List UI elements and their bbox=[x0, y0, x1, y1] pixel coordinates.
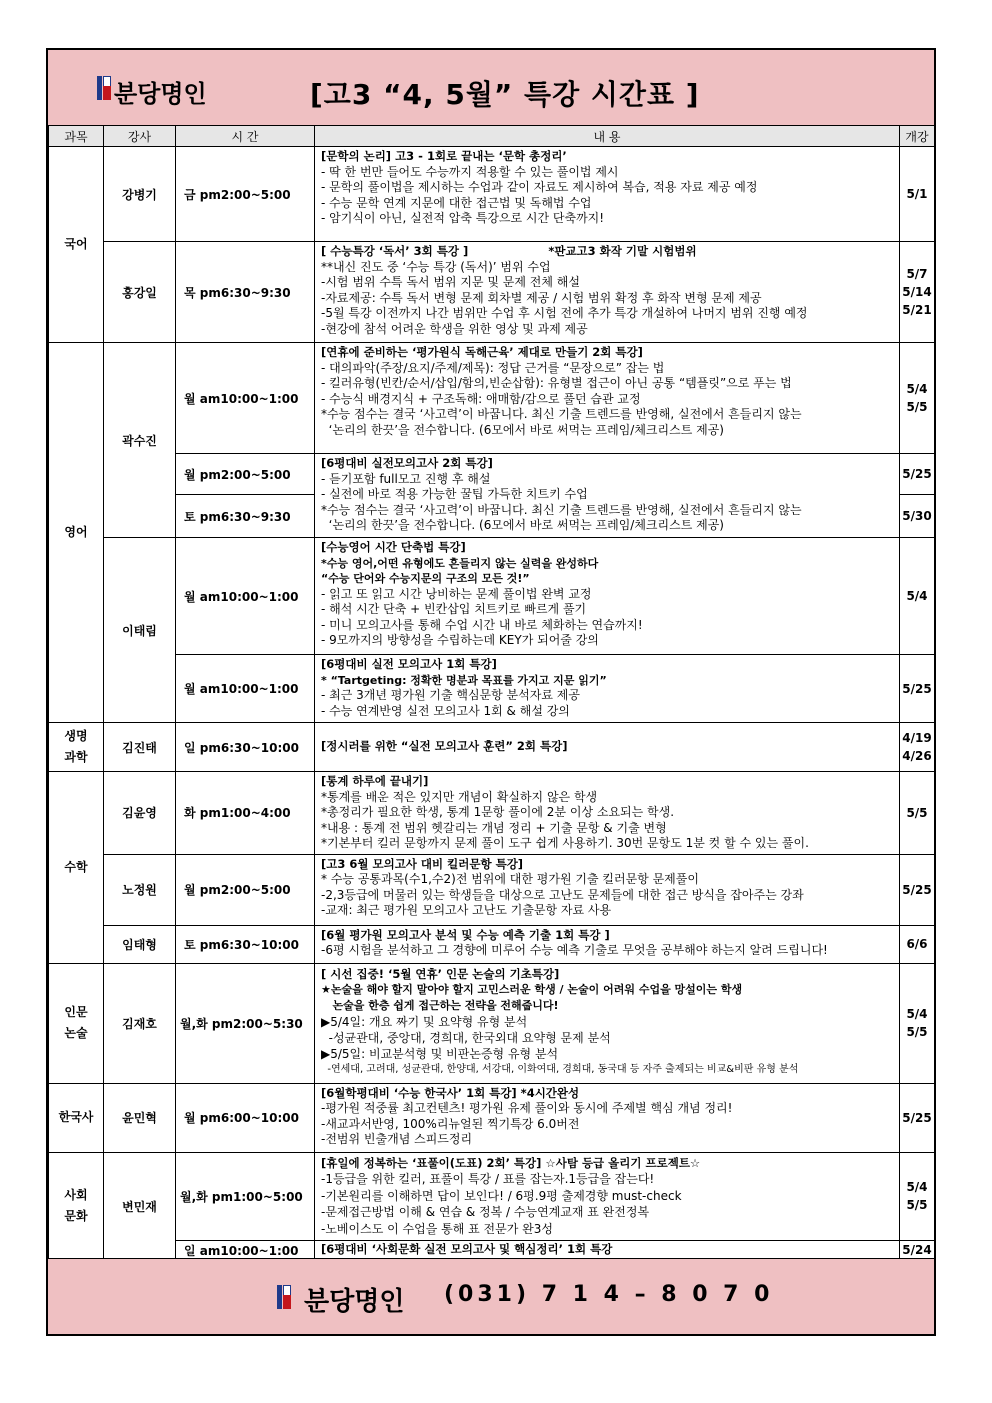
start-date: 5/24 bbox=[900, 1240, 935, 1260]
class-time: 월 pm6:00~10:00 bbox=[176, 1083, 315, 1152]
class-time: 금 pm2:00~5:00 bbox=[176, 147, 315, 242]
course-content: [통계 하루에 끝내기] *통계를 배운 적은 있지만 개념이 확실하지 않은 학생 *총정리가 필요한 학생, 통계 1문항 풀이에 2분 이상 소요되는 학생. *내용 : 통계 전 범위 헷갈리는 개념 정리 + 기출 문항 & 기출 변형 *기본부터 킬러 문항까지 문제 풀이 도구 쉽게 사용하기. 30번 문항도 1분 컷 할 수 있는 풀이. bbox=[315, 772, 900, 855]
subject-korean-history: 한국사 bbox=[49, 1083, 104, 1152]
class-time: 월 am10:00~1:00 bbox=[176, 655, 315, 723]
teacher-name: 강병기 bbox=[104, 147, 176, 242]
class-time: 월 pm2:00~5:00 bbox=[176, 454, 315, 495]
course-content: [6평대비 ‘사회문화 실전 모의고사 및 핵심정리’ 1회 특강 bbox=[315, 1240, 900, 1260]
column-header-time: 시 간 bbox=[176, 126, 315, 147]
header-brand: 분당명인 bbox=[114, 80, 207, 108]
course-content: [휴일에 정복하는 ‘표풀이(도표) 2회’ 특강] ☆사탐 등급 올리기 프로젝트☆ -1등급을 위한 킬러, 표풀이 특강 / 표를 잡는자.1등급을 잡는다! -기본원리를 이해하면 답이 보인다! / 6평.9평 출제경향 must-check -문제접근방법 이해 & 연습 & 정복 / 수능연계교재 표 완전정복 -노베이스도 이 수업을 통해 표 전문가 완3성 bbox=[315, 1152, 900, 1240]
start-date: 5/25 bbox=[900, 655, 935, 723]
class-time: 월 am10:00~1:00 bbox=[176, 538, 315, 655]
start-date: 5/25 bbox=[900, 854, 935, 925]
teacher-name: 김재호 bbox=[104, 963, 176, 1083]
subject-essay: 인문 논술 bbox=[49, 963, 104, 1083]
subject-math: 수학 bbox=[49, 772, 104, 964]
subject-english: 영어 bbox=[49, 343, 104, 723]
start-date: 5/4 5/5 bbox=[900, 1152, 935, 1240]
course-content: [고3 6월 모의고사 대비 킬러문항 특강] * 수능 공통과목(수1,수2)전 범위에 대한 평가원 기출 킬러문항 문제풀이 -2,3등급에 머물러 있는 학생들을 대상으로 고난도 문제들에 대한 접근 방식을 잡아주는 강좌 -교재: 최근 평가원 모의고사 고난도 기출문항 자료 사용 bbox=[315, 854, 900, 925]
class-time: 토 pm6:30~10:00 bbox=[176, 925, 315, 963]
subject-biology: 생명 과학 bbox=[49, 723, 104, 772]
start-date: 5/30 bbox=[900, 495, 935, 538]
course-content: [ 시선 집중! ‘5월 연휴’ 인문 논술의 기초특강] ★논술을 해야 할지 말아야 할지 고민스러운 학생 / 논술이 어려워 수업을 망설이는 학생 논술을 한층 쉽게 접근하는 전략을 전해줍니다! ▶5/4일: 개요 짜기 및 요약형 유형 분석 -성균관대, 중앙대, 경희대, 한국외대 요약형 문제 분석 ▶5/5일: 비교분석형 및 비판논증형 유형 분석 -연세대, 고려대, 성균관대, 한양대, 서강대, 이화여대, 경희대, 동국대 등 자주 출제되는 비교&비판 유형 분석 bbox=[315, 963, 900, 1083]
teacher-name: 곽수진 bbox=[104, 343, 176, 538]
course-content: [정시러를 위한 “실전 모의고사 훈련” 2회 특강] bbox=[315, 723, 900, 772]
timetable-frame bbox=[46, 48, 936, 1336]
start-date: 5/25 bbox=[900, 454, 935, 495]
class-time: 목 pm6:30~9:30 bbox=[176, 242, 315, 343]
teacher-name: 이태림 bbox=[104, 538, 176, 723]
teacher-name: 노정원 bbox=[104, 854, 176, 925]
class-time: 화 pm1:00~4:00 bbox=[176, 772, 315, 855]
logo-icon bbox=[277, 1285, 291, 1309]
start-date: 5/7 5/14 5/21 bbox=[900, 242, 935, 343]
column-header-teacher: 강사 bbox=[104, 126, 176, 147]
start-date: 4/19 4/26 bbox=[900, 723, 935, 772]
phone-number: (031) 7 1 4 – 8 0 7 0 bbox=[444, 1282, 774, 1307]
start-date: 5/5 bbox=[900, 772, 935, 855]
column-header-subject: 과목 bbox=[49, 126, 104, 147]
schedule-table bbox=[48, 125, 935, 1261]
logo-icon bbox=[97, 76, 111, 100]
class-time: 월,화 pm1:00~5:00 bbox=[176, 1152, 315, 1240]
subject-korean: 국어 bbox=[49, 147, 104, 343]
start-date: 5/1 bbox=[900, 147, 935, 242]
course-content: [연휴에 준비하는 ‘평가원식 독해근육’ 제대로 만들기 2회 특강] - 대의파악(주장/요지/주제/제목): 정답 근거를 “문장으로” 잡는 법 - 킬러유형(빈칸/순서/삽입/함의,빈순삽함): 유형별 접근이 아닌 공통 “템플릿”으로 푸는 법 - 수능식 배경지식 + 구조독해: 애매함/감으로 풀던 습관 교정 *수능 점수는 결국 ‘사고력’이 바꿉니다. 최신 기출 트렌드를 반영해, 실전에서 흔들리지 않는 ‘논리의 한끗’을 전수합니다. (6모에서 바로 써먹는 프레임/체크리스트 제공) bbox=[315, 343, 900, 454]
column-header-content: 내 용 bbox=[315, 126, 900, 147]
course-content: [문학의 논리] 고3 - 1회로 끝내는 ‘문학 총정리’ - 딱 한 번만 들어도 수능까지 적용할 수 있는 풀이법 제시 - 문학의 풀이법을 제시하는 수업과 같이 자료도 제시하여 복습, 적용 자료 제공 예정 - 수능 문학 연계 지문에 대한 접근법 및 독해법 수업 - 암기식이 아닌, 실전적 압축 특강으로 시간 단축까지! bbox=[315, 147, 900, 242]
class-time: 토 pm6:30~9:30 bbox=[176, 495, 315, 538]
course-content: [6평대비 실전 모의고사 1회 특강] * “Tartgeting: 정확한 명분과 목표를 가지고 지문 읽기” - 최근 3개년 평가원 기출 핵심문항 분석자료 제공 - 수능 연계반영 실전 모의고사 1회 & 해설 강의 bbox=[315, 655, 900, 723]
class-time: 월,화 pm2:00~5:30 bbox=[176, 963, 315, 1083]
header-banner bbox=[48, 50, 934, 126]
footer-banner bbox=[48, 1258, 934, 1334]
footer-brand: 분당명인 bbox=[304, 1287, 405, 1317]
teacher-name: 홍강일 bbox=[104, 242, 176, 343]
class-time: 월 pm2:00~5:00 bbox=[176, 854, 315, 925]
page-title: [고3 “4, 5월” 특강 시간표 ] bbox=[310, 78, 700, 111]
course-content: [6월학평대비 ‘수능 한국사’ 1회 특강] *4시간완성 -평가원 적중률 최고컨텐츠! 평가원 유제 풀이와 동시에 주제별 핵심 개념 정리! -새교과서반영, 100%리뉴얼된 찍기특강 6.0버전 -전범위 빈출개념 스피드정리 bbox=[315, 1083, 900, 1152]
start-date: 6/6 bbox=[900, 925, 935, 963]
class-time: 일 pm6:30~10:00 bbox=[176, 723, 315, 772]
teacher-name: 변민재 bbox=[104, 1152, 176, 1260]
course-content: [수능영어 시간 단축법 특강] *수능 영어,어떤 유형에도 흔들리지 않는 실력을 완성하다 “수능 단어와 수능지문의 구조의 모든 것!” - 읽고 또 읽고 시간 낭비하는 문제 풀이법 완벽 교정 - 해석 시간 단축 + 빈칸삽입 치트키로 빠르게 풀기 - 미니 모의고사를 통해 수업 시간 내 바로 체화하는 연습까지! - 9모까지의 방향성을 수립하는데 KEY가 되어줄 강의 bbox=[315, 538, 900, 655]
course-content: [6평대비 실전모의고사 2회 특강] - 듣기포함 full모고 진행 후 해설 - 실전에 바로 적용 가능한 꿀팁 가득한 치트키 수업 *수능 점수는 결국 ‘사고력’이 바꿉니다. 최신 기출 트렌드를 반영해, 실전에서 흔들리지 않는 ‘논리의 한끗’을 전수합니다. (6모에서 바로 써먹는 프레임/체크리스트 제공) bbox=[315, 454, 900, 538]
teacher-name: 김윤영 bbox=[104, 772, 176, 855]
column-header-start: 개강 bbox=[900, 126, 935, 147]
teacher-name: 윤민혁 bbox=[104, 1083, 176, 1152]
class-time: 일 am10:00~1:00 bbox=[176, 1240, 315, 1260]
start-date: 5/4 5/5 bbox=[900, 343, 935, 454]
start-date: 5/25 bbox=[900, 1083, 935, 1152]
subject-social-culture: 사회 문화 bbox=[49, 1152, 104, 1260]
course-content: [ 수능특강 ‘독서’ 3회 특강 ] *판교고3 화작 기말 시험범위 **내신 진도 중 ‘수능 특강 (독서)’ 범위 수업 -시험 범위 수특 독서 범위 지문 및 문제 전체 해설 -자료제공: 수특 독서 변형 문제 회차별 제공 / 시험 범위 확정 후 화작 변형 문제 제공 -5월 특강 이전까지 나간 범위만 수업 후 시험 전에 추가 특강 개설하여 나머지 범위 진행 예정 -현강에 참석 어려운 학생을 위한 영상 및 과제 제공 bbox=[315, 242, 900, 343]
teacher-name: 임태형 bbox=[104, 925, 176, 963]
course-content: [6월 평가원 모의고사 분석 및 수능 예측 기출 1회 특강 ] -6평 시험을 분석하고 그 경향에 미루어 수능 예측 기출로 무엇을 공부해야 하는지 알려 드립니다! bbox=[315, 925, 900, 963]
teacher-name: 김진태 bbox=[104, 723, 176, 772]
start-date: 5/4 bbox=[900, 538, 935, 655]
start-date: 5/4 5/5 bbox=[900, 963, 935, 1083]
class-time: 월 am10:00~1:00 bbox=[176, 343, 315, 454]
